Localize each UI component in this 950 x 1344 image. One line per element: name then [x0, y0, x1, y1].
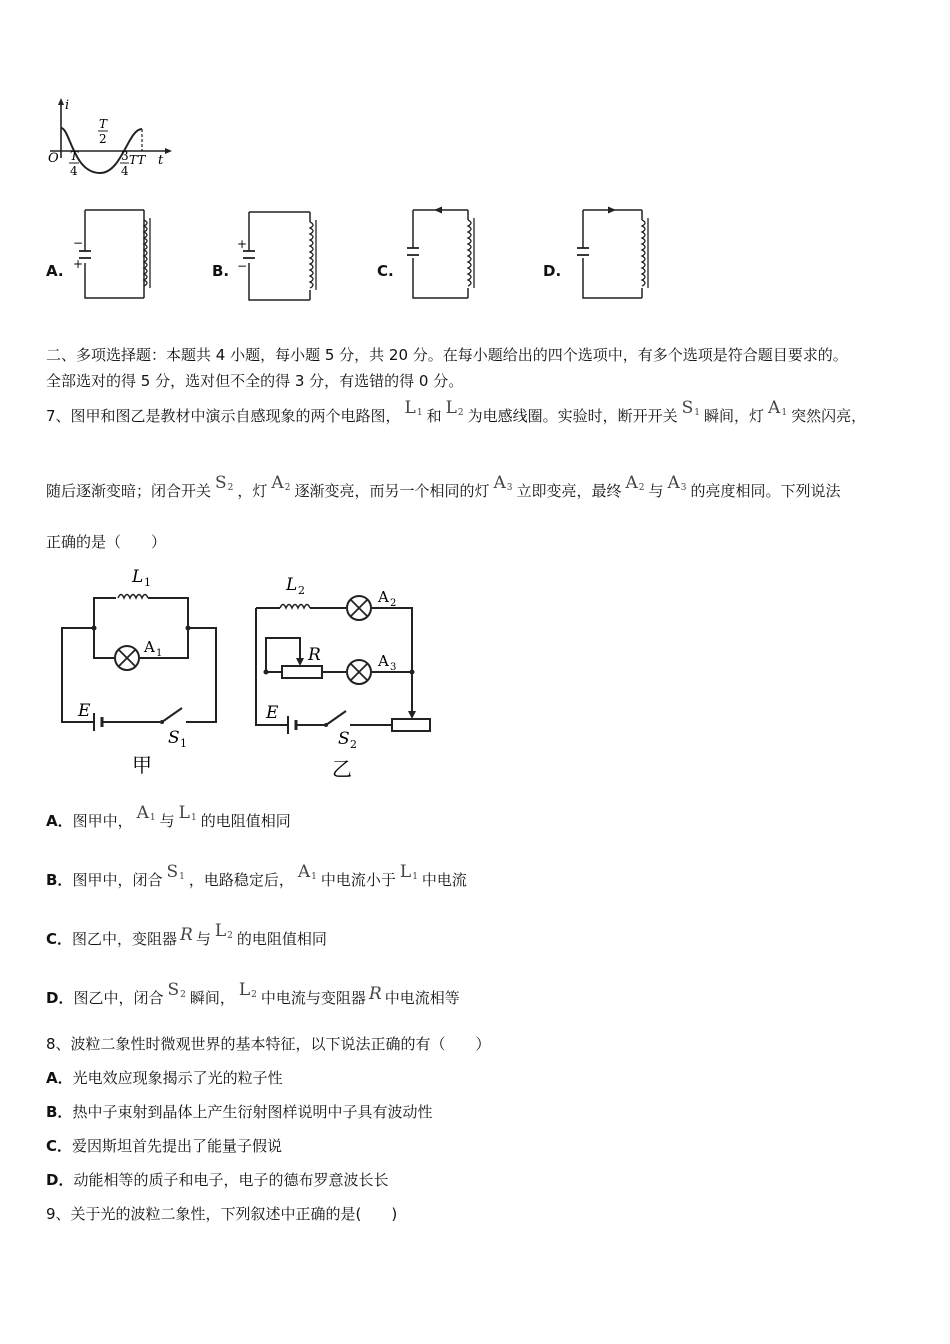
- symbol-S1: $S_1$: [681, 398, 701, 418]
- capacitor-top-sign: −: [73, 236, 84, 250]
- three-quarter-tail: TT: [129, 153, 146, 167]
- q7-option-c[interactable]: C．图乙中，变阻器 R 与 $L_2$ 的电阻值相同: [46, 921, 327, 948]
- capacitor-top-sign: +: [237, 237, 248, 251]
- yi-E-label: E: [266, 703, 279, 723]
- jia-L-label: L: [132, 567, 144, 587]
- lc-circuit-d: [570, 206, 660, 304]
- option-a-label[interactable]: A.: [46, 262, 64, 280]
- symbol-L2: $L_2$: [445, 398, 464, 418]
- section-2-instructions-line1: 二、多项选择题：本题共 4 小题，每小题 5 分，共 20 分。在每小题给出的四个选项中，有多个选项是符合题目要求的。: [46, 346, 848, 364]
- half-period-num: T: [99, 117, 108, 131]
- capacitor-bottom-sign: −: [237, 259, 248, 273]
- half-period-den: 2: [99, 132, 107, 146]
- q8-stem: 8、波粒二象性时微观世界的基本特征，以下说法正确的有（ ）: [46, 1035, 491, 1053]
- option-b-label[interactable]: B.: [212, 262, 230, 280]
- q7-stem-line3: 正确的是（ ）: [46, 533, 167, 551]
- q7-option-a[interactable]: A．图甲中， $A_1$ 与 $L_1$ 的电阻值相同: [46, 803, 291, 830]
- q7-option-b[interactable]: B．图甲中，闭合 $S_1$ ，电路稳定后， $A_1$ 中电流小于 $L_1$ 中电流: [46, 862, 467, 889]
- symbol-A2: $A_2$: [625, 473, 645, 493]
- circuit-yi: [246, 560, 441, 785]
- yi-R-label: R: [308, 645, 321, 665]
- svg-text:1: 1: [144, 576, 151, 589]
- capacitor-bottom-sign: +: [73, 257, 84, 271]
- q7-option-d[interactable]: D．图乙中，闭合 $S_2$ 瞬间， $L_2$ 中电流与变阻器 R 中电流相等: [46, 980, 460, 1007]
- axis-i-label: i: [65, 98, 70, 113]
- symbol-L1: $L_1$: [404, 398, 423, 418]
- svg-text:3: 3: [390, 662, 397, 673]
- fig-jia-caption: 甲: [132, 753, 152, 777]
- q8-option-a[interactable]: A．光电效应现象揭示了光的粒子性: [46, 1069, 283, 1087]
- jia-E-label: E: [78, 701, 91, 721]
- symbol-A3: $A_3$: [667, 473, 687, 493]
- current-time-graph: [40, 98, 180, 180]
- symbol-S2: $S_2$: [215, 473, 234, 493]
- quarter-period-num: T: [70, 149, 79, 163]
- svg-text:2: 2: [390, 598, 397, 609]
- q7-stem-line1: 7、图甲和图乙是教材中演示自感现象的两个电路图， $L_1$ 和 $L_2$ 为电感线圈。实验时，断开开关 $S_1$ 瞬间，灯 $A_1$ 突然闪亮，: [46, 398, 867, 425]
- q8-option-b[interactable]: B．热中子束射到晶体上产生衍射图样说明中子具有波动性: [46, 1103, 433, 1121]
- yi-L-label: L: [286, 575, 298, 595]
- lc-circuit-b: [236, 208, 326, 306]
- yi-A3-label: A: [378, 652, 389, 670]
- circuit-jia: [52, 560, 227, 780]
- q9-stem: 9、关于光的波粒二象性，下列叙述中正确的是( ): [46, 1205, 398, 1223]
- section-2-instructions-line2: 全部选对的得 5 分，选对但不全的得 3 分，有选错的得 0 分。: [46, 372, 464, 390]
- yi-S-label: S: [338, 729, 350, 749]
- option-c-label[interactable]: C.: [377, 262, 394, 280]
- three-quarter-den: 4: [121, 164, 129, 178]
- option-d-label[interactable]: D.: [543, 262, 562, 280]
- current-arrow-left-icon: [434, 207, 442, 214]
- svg-text:1: 1: [156, 648, 163, 659]
- symbol-A2: $A_2$: [271, 473, 291, 493]
- q8-option-c[interactable]: C．爱因斯坦首先提出了能量子假说: [46, 1137, 283, 1155]
- svg-text:1: 1: [180, 737, 187, 750]
- symbol-A1: $A_1$: [768, 398, 788, 418]
- q7-stem-line2: 随后逐渐变暗；闭合开关 $S_2$ ，灯 $A_2$ 逐渐变亮，而另一个相同的灯 $A_3$ 立即变亮，最终 $A_2$ 与 $A_3$ 的亮度相同。下列说法: [46, 473, 841, 500]
- axis-t-label: t: [158, 153, 164, 168]
- jia-A-label: A: [144, 638, 155, 656]
- fig-yi-caption: 乙: [332, 757, 352, 781]
- three-quarter-num: 3: [121, 149, 129, 163]
- svg-text:2: 2: [298, 584, 305, 597]
- jia-S-label: S: [168, 728, 180, 748]
- lc-circuit-a: [72, 206, 162, 304]
- lc-circuit-c: [400, 206, 490, 304]
- q8-option-d[interactable]: D．动能相等的质子和电子，电子的德布罗意波长长: [46, 1171, 389, 1189]
- yi-A2-label: A: [378, 588, 389, 606]
- origin-label: O: [48, 151, 59, 166]
- svg-text:2: 2: [350, 738, 357, 751]
- current-arrow-right-icon: [608, 207, 616, 214]
- quarter-period-den: 4: [70, 164, 78, 178]
- symbol-A3: $A_3$: [493, 473, 513, 493]
